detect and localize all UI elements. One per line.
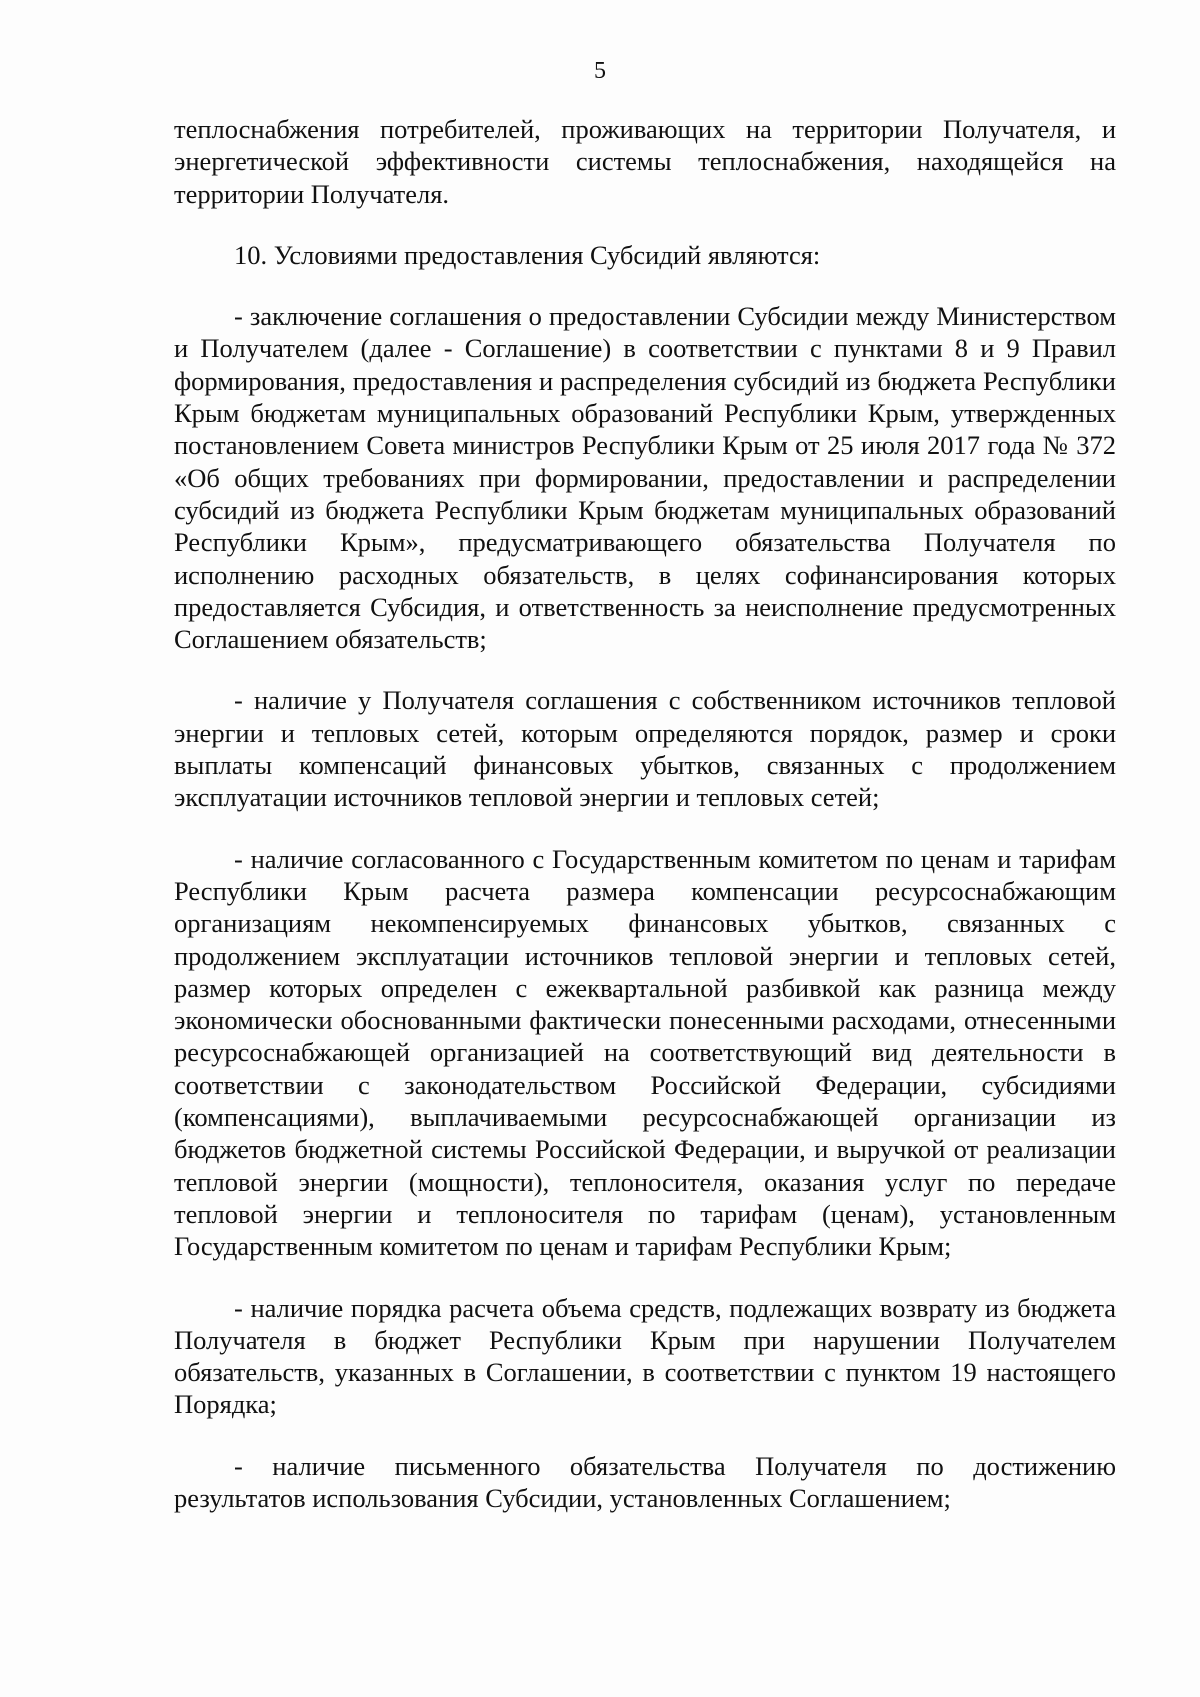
page-number: 5 — [594, 58, 606, 84]
paragraph-condition-owner-agreement: - наличие у Получателя соглашения с собственником источников тепловой энергии и тепловых сетей, которым определяются порядок, размер и сроки выплаты компенсаций финансовых убытков, связанных с продолжением эксплуатации источников тепловой энергии и тепловых сетей; — [174, 685, 1116, 813]
paragraph-continuation: теплоснабжения потребителей, проживающих на территории Получателя, и энергетической эффективности системы теплоснабжения, находящейся на территории Получателя. — [174, 114, 1116, 209]
document-body — [174, 113, 1116, 1514]
paragraph-item-10-heading: 10. Условиями предоставления Субсидий являются: — [234, 239, 821, 270]
paragraph-condition-agreement: - заключение соглашения о предоставлении Субсидии между Министерством и Получателем (далее - Соглашение) в соответствии с пунктами 8 и 9 Правил формирования, предоставления и распределения субсидий из бюджета Республики Крым бюджетам муниципальных образований Республики Крым, утвержденных постановлением Совета министров Республики Крым от 25 июля 2017 года № 372 «Об общих требованиях при формировании, предоставлении и распределении субсидий из бюджета Республики Крым бюджетам муниципальных образований Республики Крым», предусматривающего обязательства Получателя по исполнению расходных обязательств, в целях софинансирования которых предоставляется Субсидия, и ответственность за неисполнение предусмотренных Соглашением обязательств; — [174, 301, 1116, 655]
paragraph-condition-written-obligation: - наличие письменного обязательства Получателя по достижению результатов использования Субсидии, установленных Соглашением; — [174, 1450, 1116, 1513]
paragraph-condition-refund-procedure: - наличие порядка расчета объема средств, подлежащих возврату из бюджета Получателя в бюджет Республики Крым при нарушении Получателем обязательств, указанных в Соглашении, в соответствии с пунктом 19 настоящего Порядка; — [174, 1292, 1116, 1420]
paragraph-condition-compensation-calculation: - наличие согласованного с Государственным комитетом по ценам и тарифам Республики Крым расчета размера компенсации ресурсоснабжающим организациям некомпенсируемых финансовых убытков, связанных с продолжением эксплуатации источников тепловой энергии и тепловых сетей, размер которых определен с ежеквартальной разбивкой как разница между экономически обоснованными фактически понесенными расходами, отнесенными ресурсоснабжающей организацией на соответствующий вид деятельности в соответствии с законодательством Российской Федерации, субсидиями (компенсациями), выплачиваемыми ресурсоснабжающей организации из бюджетов бюджетной системы Российской Федерации, и выручкой от реализации тепловой энергии (мощности), теплоносителя, оказания услуг по передаче тепловой энергии и теплоносителя по тарифам (ценам), установленным Государственным комитетом по ценам и тарифам Республики Крым; — [174, 843, 1116, 1262]
